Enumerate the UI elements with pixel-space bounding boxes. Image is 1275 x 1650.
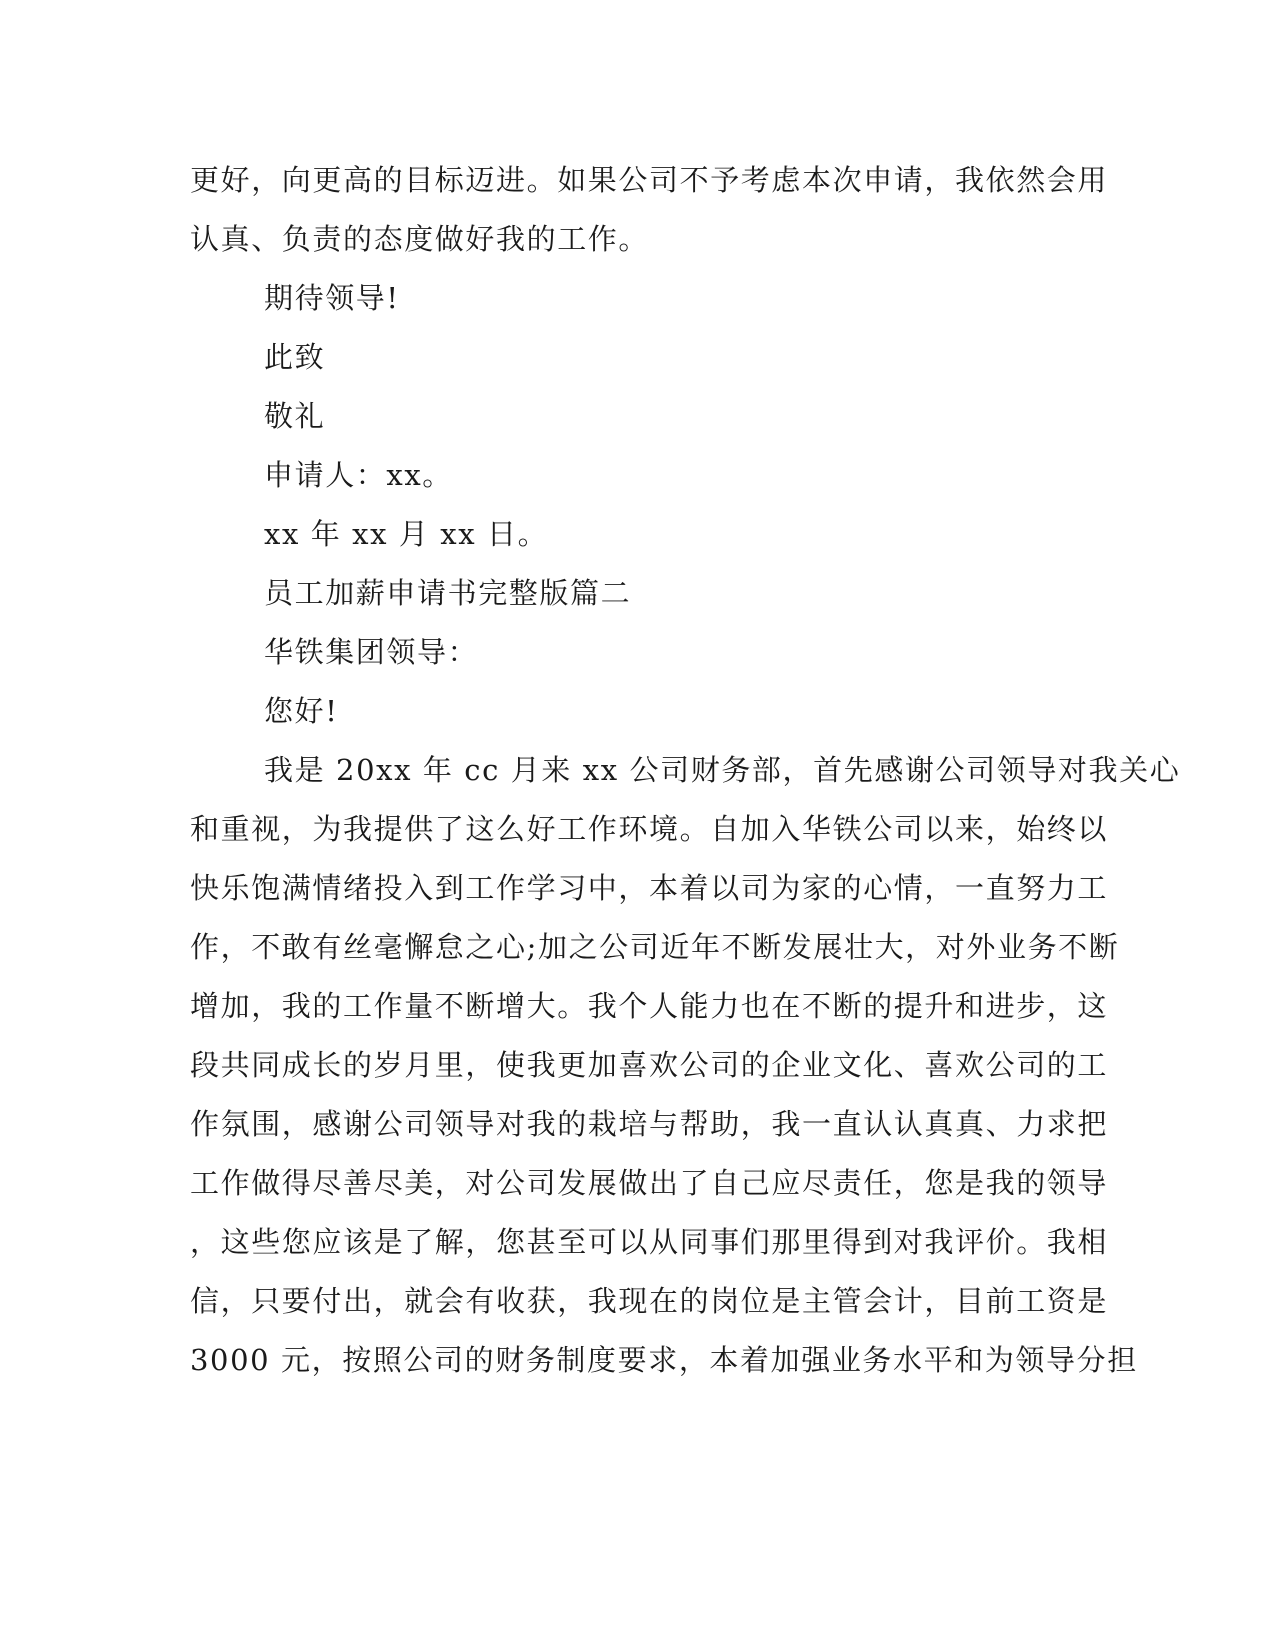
paragraph-line: ，这些您应该是了解，您甚至可以从同事们那里得到对我评价。我相 [190,1225,1109,1259]
greeting-line: 您好! [264,694,339,728]
paragraph-line: 增加，我的工作量不断增大。我个人能力也在不断的提升和进步，这 [190,989,1109,1023]
closing-line: 此致 [264,340,326,374]
closing-line: 期待领导! [264,281,400,315]
salutation-line: 华铁集团领导： [264,635,479,669]
paragraph-line: 我是 20xx 年 cc 月来 xx 公司财务部，首先感谢公司领导对我关心 [264,753,1181,787]
paragraph-line: 认真、负责的态度做好我的工作。 [190,222,650,256]
applicant-line: 申请人：xx。 [264,458,453,492]
closing-line: 敬礼 [264,399,326,433]
paragraph-line: 工作做得尽善尽美，对公司发展做出了自己应尽责任，您是我的领导 [190,1166,1109,1200]
section-title: 员工加薪申请书完整版篇二 [264,576,632,610]
paragraph-line: 更好，向更高的目标迈进。如果公司不予考虑本次申请，我依然会用 [190,163,1109,197]
paragraph-line: 信，只要付出，就会有收获，我现在的岗位是主管会计，目前工资是 [190,1284,1109,1318]
paragraph-line: 作，不敢有丝毫懈怠之心;加之公司近年不断发展壮大，对外业务不断 [190,930,1120,964]
paragraph-line: 段共同成长的岁月里，使我更加喜欢公司的企业文化、喜欢公司的工 [190,1048,1109,1082]
paragraph-line: 快乐饱满情绪投入到工作学习中，本着以司为家的心情，一直努力工 [190,871,1109,905]
paragraph-line: 作氛围，感谢公司领导对我的栽培与帮助，我一直认认真真、力求把 [190,1107,1109,1141]
date-line: xx 年 xx 月 xx 日。 [264,517,549,551]
paragraph-line: 3000 元，按照公司的财务制度要求，本着加强业务水平和为领导分担 [190,1343,1138,1377]
paragraph-line: 和重视，为我提供了这么好工作环境。自加入华铁公司以来，始终以 [190,812,1109,846]
